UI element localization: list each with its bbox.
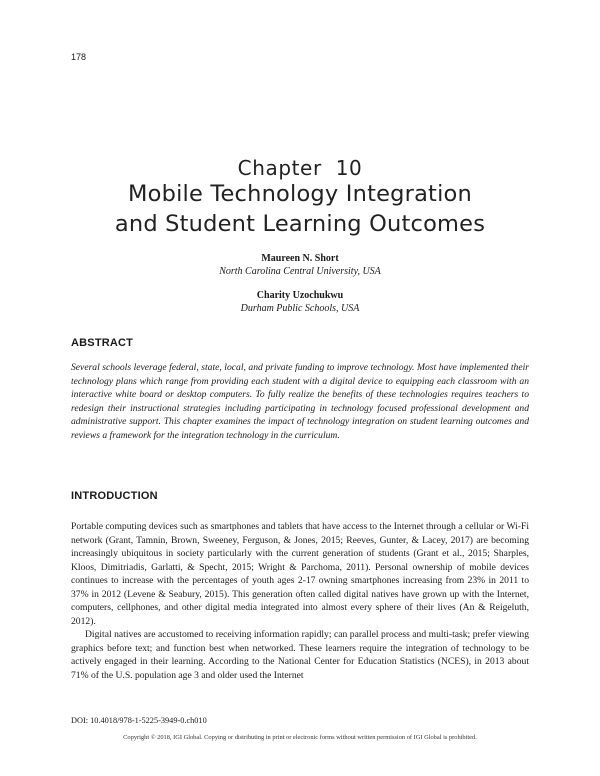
author-name-2: Charity Uzochukwu (256, 290, 344, 301)
chapter-label: Chapter 10 (237, 156, 363, 180)
chapter-title-line-1: Mobile Technology Integration (128, 181, 472, 207)
introduction-body (71, 520, 529, 682)
introduction-paragraph-1: Portable computing devices such as smartphones and tablets that have access to the Internet through a cellular or Wi-Fi network (Grant, Tamnin, Brown, Sweeney, Ferguson, & Jones, 2015; Reeves, Gunter, & Lacey, 2017) are becoming increasingly ubiquitous in society particularly with the current generation of students (Grant et al., 2015; Sharples, Kloos, Dimitriadis, Garlatti, & Specht, 2015; Wright & Parchoma, 2011). Personal ownership of mobile devices continues to increase with the percentages of youth ages 2-17 owning smartphones increasing from 23% in 2011 to 37% in 2012 (Levene & Seabury, 2015). This generation often called digital natives have grown up with the Internet, computers, cellphones, and other digital media integrated into almost every sphere of their lives (An & Reigeluth, 2012). (71, 521, 529, 627)
chapter-title (40, 179, 560, 239)
copyright-notice: Copyright © 2018, IGI Global. Copying or distributing in print or electronic forms without written permission of IGI Global is prohibited. (123, 734, 477, 741)
abstract-heading: ABSTRACT (71, 337, 134, 349)
abstract-text: Several schools leverage federal, state, local, and private funding to improve technology. Most have implemented their technology plans which range from providing each student with a digital device to equipping each classroom with an interactive white board or desktop computers. To fully realize the benefits of these technologies requires teachers to redesign their instructional strategies including participating in technology focused professional development and administrative support. This chapter examines the impact of technology integration on student learning outcomes and reviews a framework for the integration technology in the curriculum. (71, 362, 529, 441)
author-affiliation-2: Durham Public Schools, USA (240, 303, 360, 314)
introduction-heading: INTRODUCTION (71, 490, 158, 502)
page-number: 178 (71, 52, 87, 62)
doi: DOI: 10.4018/978-1-5225-3949-0.ch010 (71, 716, 207, 725)
chapter-title-line-2: and Student Learning Outcomes (114, 211, 486, 237)
introduction-paragraph-2: Digital natives are accustomed to receiving information rapidly; can parallel process and multi-task; prefer viewing graphics before text; and function best when networked. These learners require the integration of technology to be actively engaged in their learning. According to the National Center for Education Statistics (NCES), in 2013 about 71% of the U.S. population age 3 and older used the Internet (71, 629, 529, 681)
author-affiliation-1: North Carolina Central University, USA (219, 266, 381, 277)
author-name-1: Maureen N. Short (261, 253, 339, 264)
